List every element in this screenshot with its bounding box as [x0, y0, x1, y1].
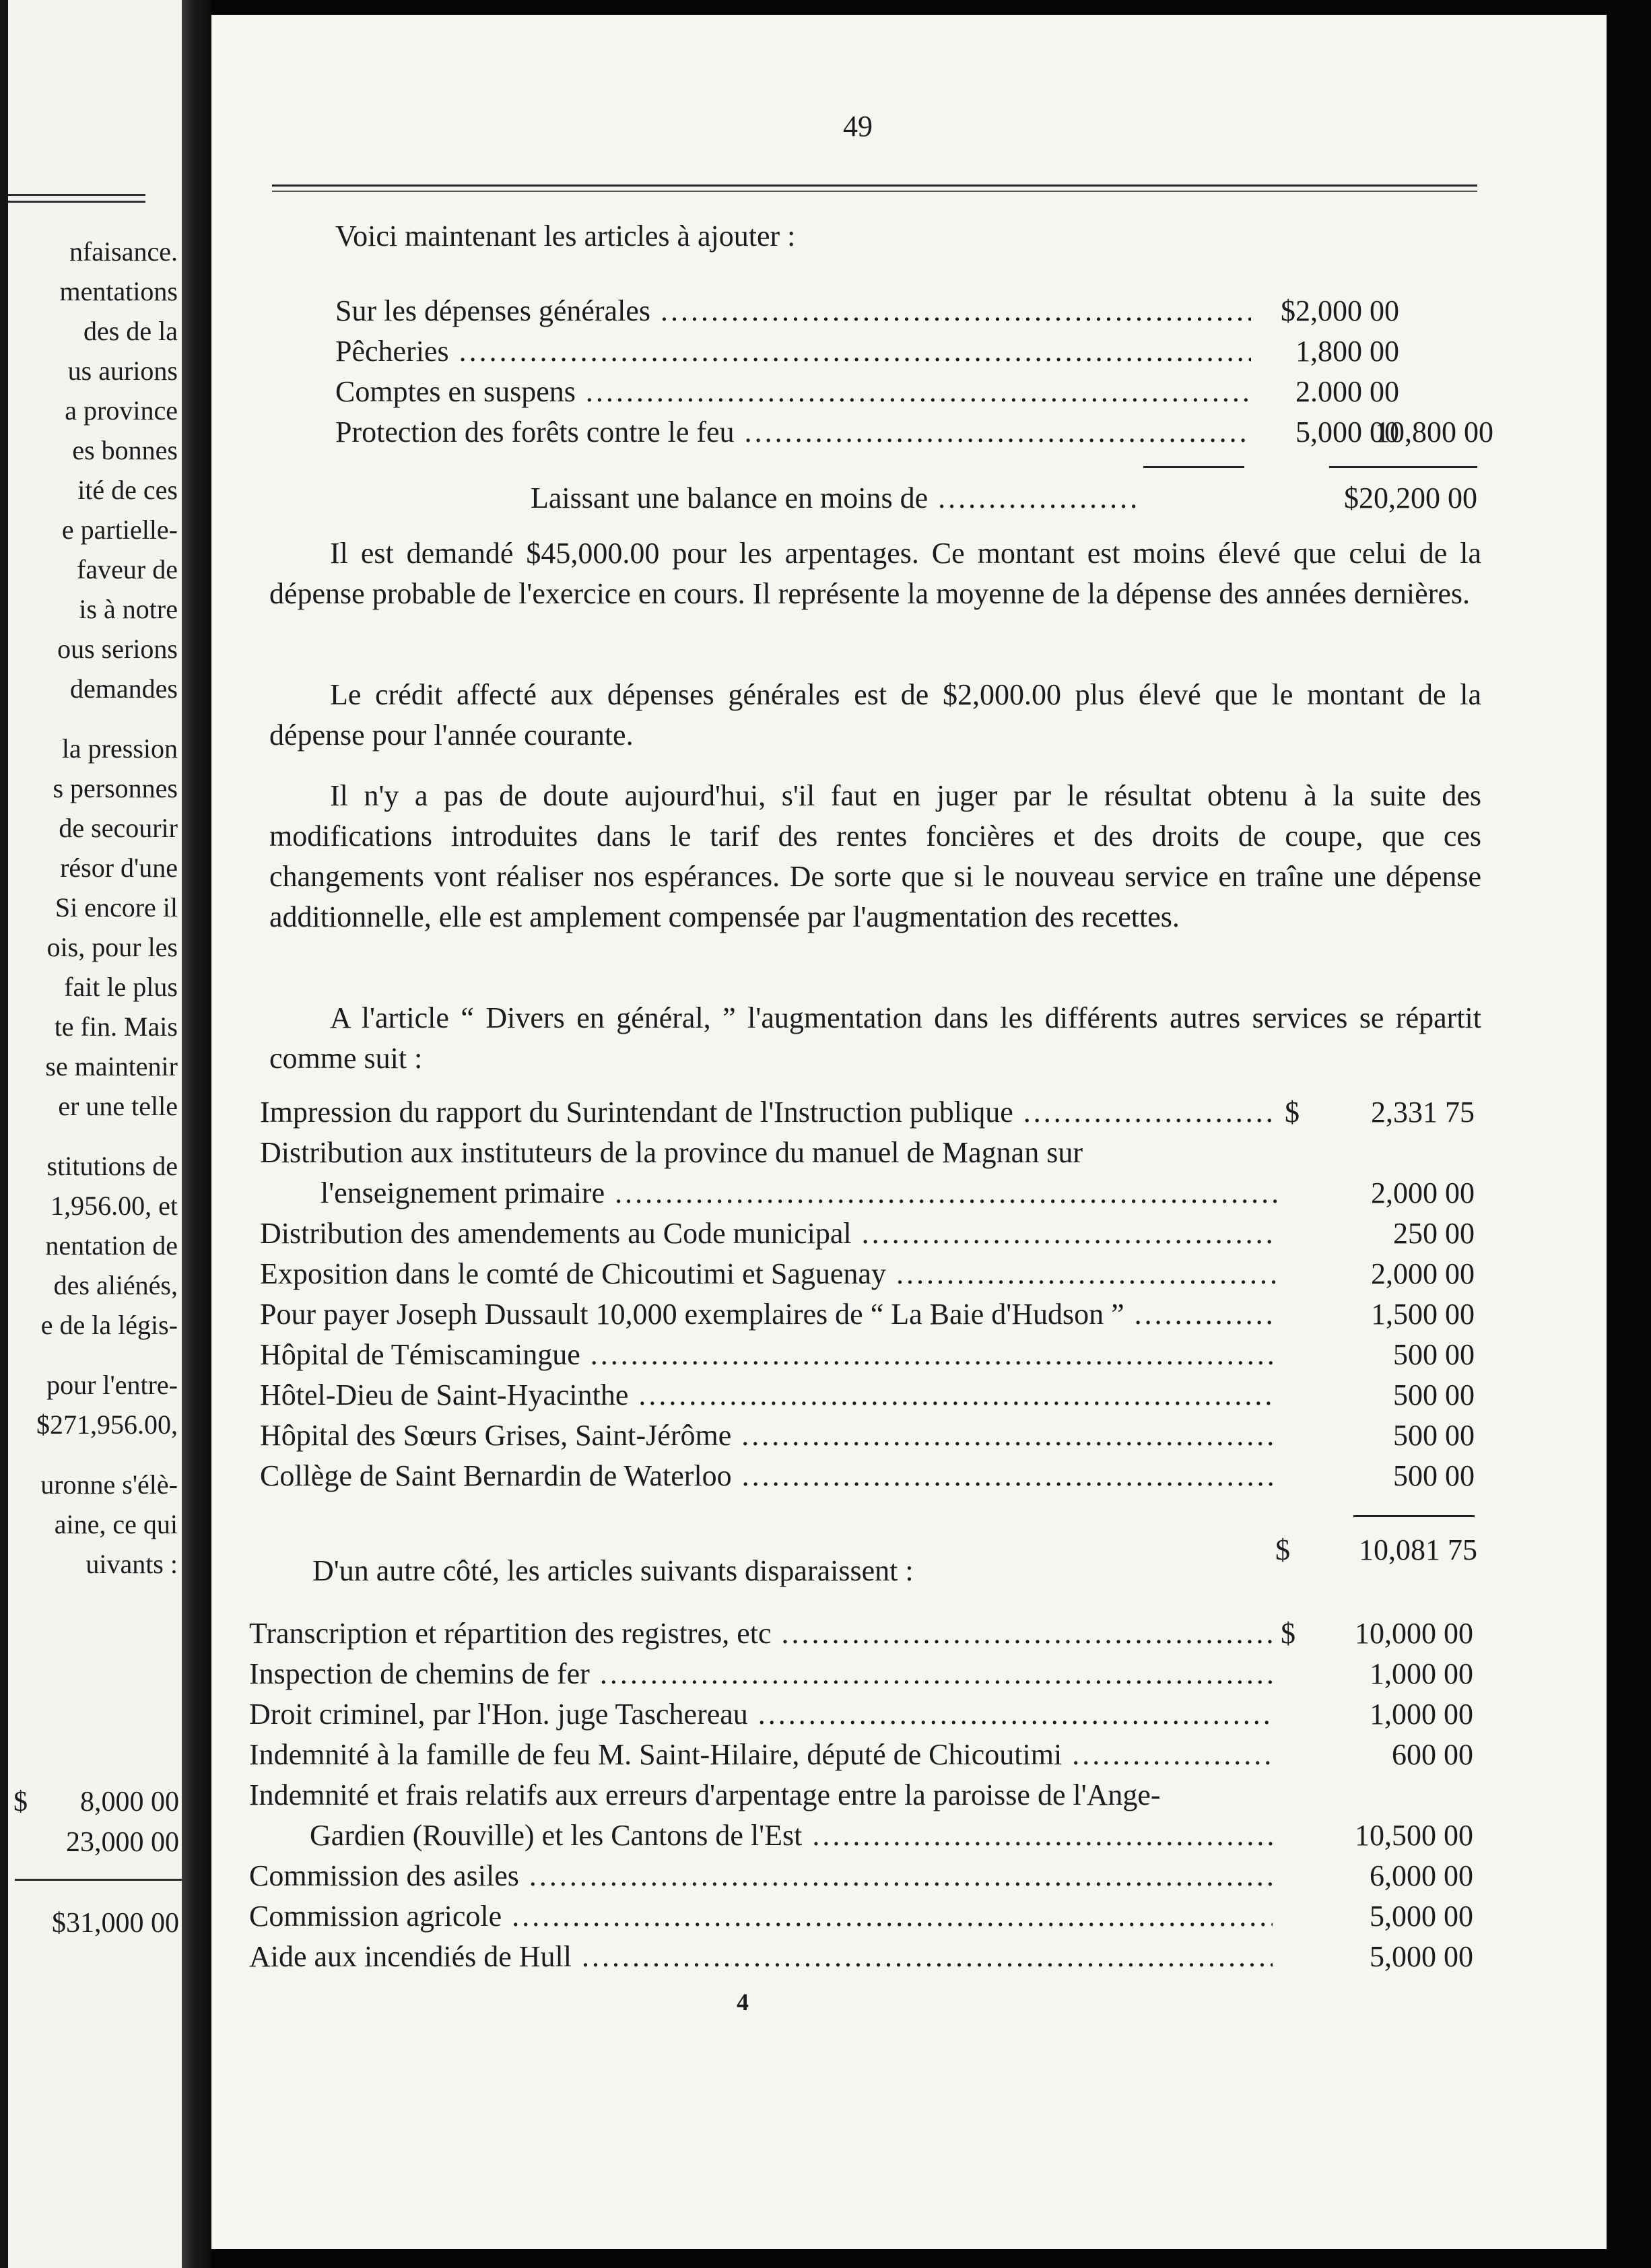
- left-page-fragment: fait le plus: [64, 972, 178, 1002]
- left-page-fragment: demandes: [70, 673, 178, 704]
- left-page-fragment: s personnes: [53, 773, 178, 803]
- removal-label: Commission agricole .....: [249, 1896, 1273, 1937]
- divers-row: [211, 1456, 1558, 1496]
- removals-intro: D'un autre côté, les articles suivants disparaissent :: [312, 1554, 914, 1587]
- divers-row: [211, 1133, 1558, 1173]
- divers-label: Hôpital des Sœurs Grises, Saint-Jérôme .....: [260, 1415, 1277, 1456]
- removal-row: [211, 1937, 1558, 1977]
- left-page-fragment: résor d'une: [60, 853, 178, 883]
- addition-label: Pêcheries .....: [335, 331, 1251, 372]
- removal-label: Indemnité et frais relatifs aux erreurs d'arpentage entre la paroisse de l'Ange-: [249, 1778, 1161, 1811]
- divers-row: [211, 1335, 1558, 1375]
- addition-amount: 5,000 00: [1295, 415, 1399, 448]
- divers-row: [211, 1092, 1558, 1133]
- divers-label: Hôpital de Témiscamingue .....: [260, 1335, 1277, 1375]
- left-page-fragment: la pression: [61, 733, 178, 764]
- left-page-fragment: ois, pour les: [46, 932, 178, 962]
- left-page-fragment: ité de ces: [77, 475, 178, 505]
- left-page-header-rule: [8, 201, 145, 203]
- left-page-fragment: uivants :: [86, 1549, 178, 1579]
- removal-amount: 5,000 00: [1370, 1940, 1473, 1973]
- left-page-fragment: mentations: [59, 276, 178, 306]
- removal-row: [211, 1775, 1558, 1815]
- divers-label: l'enseignement primaire .....: [321, 1173, 1277, 1213]
- paragraph: Il n'y a pas de doute aujourd'hui, s'il faut en juger par le résultat obtenu à la suite des modifications introduites dans le tarif des rentes foncières et des droits de coupe, que ces changements vont réaliser nos espérances. De sorte que si le nouveau service en traîne une dépense additionnelle, elle est amplement compensée par l'augmentation des recettes.: [269, 779, 1481, 933]
- left-page-fragment: 1,956.00, et: [50, 1191, 178, 1221]
- removal-row: [211, 1613, 1558, 1654]
- addition-row: [335, 291, 1493, 331]
- removal-row: [211, 1815, 1558, 1856]
- divers-row: [211, 1173, 1558, 1213]
- left-page-fragment: te fin. Mais: [54, 1011, 178, 1042]
- removal-row: [211, 1896, 1558, 1937]
- divers-amount: 2,331 75: [1371, 1096, 1475, 1129]
- removal-row: [211, 1735, 1558, 1775]
- scan-border-right: [1607, 0, 1651, 2268]
- left-page-fragment: ous serions: [57, 634, 178, 664]
- left-page-fragment: a province: [65, 395, 178, 426]
- additions-total: 10,800 00: [1375, 415, 1493, 448]
- removal-amount: 5,000 00: [1370, 1900, 1473, 1933]
- left-page-fragment: pour l'entre-: [46, 1370, 178, 1400]
- left-page-total: $31,000 00: [52, 1908, 179, 1939]
- left-page-fragment: e partielle-: [61, 514, 178, 545]
- removal-row: [211, 1654, 1558, 1694]
- paragraph: Il est demandé $45,000.00 pour les arpentages. Ce montant est moins élevé que celui de la dépense probable de l'exercice en cours. Il représente la moyenne de la dépense des années dernières.: [269, 537, 1481, 610]
- divers-amount: 250 00: [1393, 1217, 1475, 1250]
- removal-label: Droit criminel, par l'Hon. juge Taschereau .....: [249, 1694, 1273, 1735]
- paragraph: A l'article “ Divers en général, ” l'augmentation dans les différents autres services se répartit comme suit :: [269, 1001, 1481, 1075]
- divers-label: Distribution des amendements au Code municipal .....: [260, 1213, 1277, 1254]
- removal-label: Gardien (Rouville) et les Cantons de l'Est .....: [310, 1815, 1273, 1856]
- removal-label: Commission des asiles .....: [249, 1856, 1273, 1896]
- left-page-fragment: nfaisance.: [69, 236, 178, 267]
- divers-label: Collège de Saint Bernardin de Waterloo .....: [260, 1456, 1277, 1496]
- divers-row: [211, 1294, 1558, 1335]
- removal-amount: 1,000 00: [1370, 1698, 1473, 1731]
- divers-label: Distribution aux instituteurs de la province du manuel de Magnan sur: [260, 1136, 1083, 1169]
- left-page-fragment: aine, ce qui: [54, 1509, 178, 1539]
- divers-label: Impression du rapport du Surintendant de l'Instruction publique .....: [260, 1092, 1277, 1133]
- removal-label: Inspection de chemins de fer .....: [249, 1654, 1273, 1694]
- paragraph: Le crédit affecté aux dépenses générales est de $2,000.00 plus élevé que le montant de la dépense pour l'année courante.: [269, 678, 1481, 752]
- balance-amount: $20,200 00: [1344, 481, 1477, 514]
- book-spine: [182, 0, 211, 2268]
- divers-amount: 500 00: [1393, 1378, 1475, 1411]
- right-page: [211, 15, 1607, 2249]
- removal-row: [211, 1694, 1558, 1735]
- divers-amount: 2,000 00: [1371, 1176, 1475, 1209]
- divers-label: Exposition dans le comté de Chicoutimi et Saguenay .....: [260, 1254, 1277, 1294]
- left-page-fragment: uronne s'élè-: [40, 1469, 178, 1500]
- left-page-fragment: nentation de: [45, 1230, 178, 1261]
- left-page-sum-rule: [15, 1879, 182, 1881]
- left-page-fragment: stitutions de: [46, 1151, 178, 1181]
- divers-total: 10,081 75: [1359, 1533, 1477, 1566]
- left-page-fragment: e de la légis-: [40, 1310, 178, 1340]
- left-page-fragment: des aliénés,: [53, 1270, 178, 1300]
- scan-border-left: [0, 0, 8, 2268]
- page-number: 49: [843, 110, 873, 143]
- divers-label: Pour payer Joseph Dussault 10,000 exemplaires de “ La Baie d'Hudson ” .....: [260, 1294, 1277, 1335]
- removal-label: Transcription et répartition des registres, etc .....: [249, 1613, 1273, 1654]
- divers-row: [211, 1415, 1558, 1456]
- left-page-amount: $: [13, 1787, 28, 1817]
- divers-label: Hôtel-Dieu de Saint-Hyacinthe .....: [260, 1375, 1277, 1415]
- divers-amount: 2,000 00: [1371, 1257, 1475, 1290]
- divers-amount: 500 00: [1393, 1459, 1475, 1492]
- left-page-fragment: Si encore il: [55, 892, 178, 923]
- left-page-fragment: faveur de: [77, 554, 178, 585]
- divers-row: [211, 1213, 1558, 1254]
- divers-row: [211, 1254, 1558, 1294]
- removal-label: Indemnité à la famille de feu M. Saint-Hilaire, député de Chicoutimi .....: [249, 1735, 1273, 1775]
- sum-rule: [1353, 1515, 1475, 1517]
- sum-rule: [1143, 466, 1244, 468]
- balance-label: Laissant une balance en moins de .....: [531, 478, 1137, 519]
- addition-label: Protection des forêts contre le feu .....: [335, 412, 1251, 453]
- removal-row: [211, 1856, 1558, 1896]
- divers-total-dollar: $: [1275, 1533, 1290, 1566]
- divers-row: [211, 1375, 1558, 1415]
- left-page-header-rule: [8, 194, 145, 196]
- additions-intro: Voici maintenant les articles à ajouter :: [335, 220, 796, 253]
- left-page-fragment: er une telle: [58, 1091, 178, 1121]
- header-rule: [272, 185, 1477, 192]
- addition-row: [335, 412, 1493, 453]
- removal-amount: 6,000 00: [1370, 1859, 1473, 1892]
- addition-row: [335, 372, 1493, 412]
- left-page-amount: 23,000 00: [66, 1827, 179, 1858]
- signature-mark: 4: [737, 1989, 749, 2015]
- addition-label: Comptes en suspens .....: [335, 372, 1251, 412]
- left-page-fragment: us aurions: [67, 356, 178, 386]
- left-page-fragment: es bonnes: [72, 435, 178, 465]
- left-page: [8, 0, 182, 2268]
- divers-amount: 500 00: [1393, 1419, 1475, 1452]
- left-page-fragment: des de la: [83, 316, 178, 346]
- removal-label: Aide aux incendiés de Hull .....: [249, 1937, 1273, 1977]
- left-page-fragment: $271,956.00,: [36, 1409, 178, 1440]
- removal-amount: 600 00: [1392, 1738, 1473, 1771]
- dollar-sign: $: [1281, 1617, 1295, 1650]
- left-page-fragment: de secourir: [59, 813, 178, 843]
- left-page-fragment: is à notre: [79, 594, 178, 624]
- divers-amount: 500 00: [1393, 1338, 1475, 1371]
- removal-amount: 10,500 00: [1355, 1819, 1473, 1852]
- addition-amount: 1,800 00: [1295, 335, 1399, 368]
- removal-amount: 10,000 00: [1355, 1617, 1473, 1650]
- divers-total-row: [1275, 1530, 1477, 1570]
- balance-row: [531, 478, 1493, 519]
- left-page-fragment: se maintenir: [45, 1051, 178, 1081]
- addition-amount: 2.000 00: [1295, 375, 1399, 408]
- divers-amount: 1,500 00: [1371, 1298, 1475, 1331]
- dollar-sign: $: [1285, 1096, 1300, 1129]
- addition-row: [335, 331, 1493, 372]
- left-page-amount: 8,000 00: [80, 1787, 179, 1817]
- addition-amount: $2,000 00: [1281, 294, 1399, 327]
- removal-amount: 1,000 00: [1370, 1657, 1473, 1690]
- sum-rule: [1329, 466, 1477, 468]
- addition-label: Sur les dépenses générales .....: [335, 291, 1251, 331]
